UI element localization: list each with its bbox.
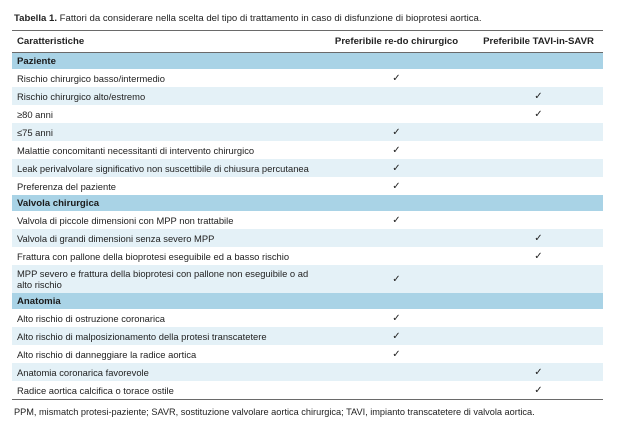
tavi-check-cell xyxy=(474,265,603,293)
tavi-check-cell xyxy=(474,309,603,327)
section-title: Valvola chirurgica xyxy=(12,195,603,211)
tavi-check-cell xyxy=(474,363,603,381)
row-label: Alto rischio di danneggiare la radice aortica xyxy=(17,348,197,360)
redo-check-cell xyxy=(319,247,474,265)
redo-check-cell xyxy=(319,123,474,141)
check-icon: ✓ xyxy=(392,273,401,285)
tavi-check-cell xyxy=(474,159,603,177)
check-icon: ✓ xyxy=(534,108,543,120)
tavi-check-cell xyxy=(474,87,603,105)
table-row xyxy=(12,69,603,87)
row-label: MPP severo e frattura della bioprotesi con pallone non eseguibile o ad alto rischio xyxy=(12,265,319,293)
check-icon: ✓ xyxy=(392,162,401,174)
check-icon: ✓ xyxy=(534,250,543,262)
row-label: Valvola di piccole dimensioni con MPP non trattabile xyxy=(17,214,234,226)
redo-check-cell xyxy=(319,229,474,247)
tavi-check-cell xyxy=(474,381,603,400)
table-row xyxy=(12,211,603,229)
check-icon: ✓ xyxy=(392,72,401,84)
redo-check-cell xyxy=(319,345,474,363)
treatment-factors-table xyxy=(12,30,603,400)
row-label: Preferenza del paziente xyxy=(17,180,117,192)
section-title: Anatomia xyxy=(12,293,603,309)
section-row xyxy=(12,293,603,309)
table-row xyxy=(12,247,603,265)
table-row xyxy=(12,345,603,363)
section-row xyxy=(12,195,603,211)
tavi-check-cell xyxy=(474,345,603,363)
redo-check-cell xyxy=(319,265,474,293)
redo-check-cell xyxy=(319,69,474,87)
tavi-check-cell xyxy=(474,123,603,141)
table-row xyxy=(12,141,603,159)
row-label: ≤75 anni xyxy=(12,123,319,141)
table-row xyxy=(12,265,603,293)
table-row xyxy=(12,381,603,400)
tavi-check-cell xyxy=(474,211,603,229)
row-label: Leak perivalvolare significativo non suscettibile di chiusura percutanea xyxy=(12,159,319,177)
redo-check-cell xyxy=(319,211,474,229)
check-icon: ✓ xyxy=(534,90,543,102)
redo-check-cell xyxy=(319,141,474,159)
tavi-check-cell xyxy=(474,229,603,247)
row-label: ≥80 anni xyxy=(17,108,53,120)
row-label: Valvola di grandi dimensioni senza severo MPP xyxy=(12,229,319,247)
redo-check-cell xyxy=(319,177,474,195)
row-label: Alto rischio di malposizionamento della protesi transcatetere xyxy=(12,327,319,345)
table-body xyxy=(12,53,603,400)
row-label: Radice aortica calcifica o torace ostile xyxy=(17,384,174,396)
check-icon: ✓ xyxy=(392,348,401,360)
tavi-check-cell xyxy=(474,69,603,87)
tavi-check-cell xyxy=(474,105,603,123)
table-row xyxy=(12,363,603,381)
check-icon: ✓ xyxy=(534,366,543,378)
row-label: Rischio chirurgico basso/intermedio xyxy=(17,72,165,84)
tavi-check-cell xyxy=(474,177,603,195)
table-row xyxy=(12,105,603,123)
tavi-check-cell xyxy=(474,327,603,345)
check-icon: ✓ xyxy=(392,214,401,226)
table-header-row xyxy=(12,31,603,53)
row-label: Frattura con pallone della bioprotesi eseguibile ed a basso rischio xyxy=(17,250,290,262)
check-icon: ✓ xyxy=(392,144,401,156)
check-icon: ✓ xyxy=(392,330,401,342)
row-label: Malattie concomitanti necessitanti di intervento chirurgico xyxy=(17,144,255,156)
header-tavi-in-savr: Preferibile TAVI-in-SAVR xyxy=(474,31,603,53)
table-caption-label: Tabella 1. xyxy=(14,13,58,24)
check-icon: ✓ xyxy=(392,312,401,324)
row-label: Anatomia coronarica favorevole xyxy=(12,363,319,381)
redo-check-cell xyxy=(319,87,474,105)
table-row xyxy=(12,123,603,141)
check-icon: ✓ xyxy=(392,126,401,138)
redo-check-cell xyxy=(319,309,474,327)
table-row xyxy=(12,177,603,195)
tavi-check-cell xyxy=(474,141,603,159)
check-icon: ✓ xyxy=(534,384,543,396)
redo-check-cell xyxy=(319,105,474,123)
redo-check-cell xyxy=(319,159,474,177)
redo-check-cell xyxy=(319,327,474,345)
redo-check-cell xyxy=(319,381,474,400)
table-row xyxy=(12,159,603,177)
table-row xyxy=(12,309,603,327)
section-row xyxy=(12,53,603,70)
table-caption xyxy=(14,13,482,24)
table-row xyxy=(12,229,603,247)
table-caption-text: Fattori da considerare nella scelta del tipo di trattamento in caso di disfunzione di bioprotesi aortica. xyxy=(57,13,482,24)
header-redo-chirurgico: Preferibile re-do chirurgico xyxy=(319,31,474,53)
row-label: Alto rischio di ostruzione coronarica xyxy=(17,312,165,324)
table-row xyxy=(12,87,603,105)
header-caratteristiche: Caratteristiche xyxy=(12,31,319,53)
check-icon: ✓ xyxy=(534,232,543,244)
redo-check-cell xyxy=(319,363,474,381)
table-row xyxy=(12,327,603,345)
row-label: Rischio chirurgico alto/estremo xyxy=(12,87,319,105)
check-icon: ✓ xyxy=(392,180,401,192)
table-footnote: PPM, mismatch protesi-paziente; SAVR, sostituzione valvolare aortica chirurgica; TAVI, impianto transcatetere di valvola aortica. xyxy=(14,407,535,417)
section-title: Paziente xyxy=(12,53,603,70)
tavi-check-cell xyxy=(474,247,603,265)
